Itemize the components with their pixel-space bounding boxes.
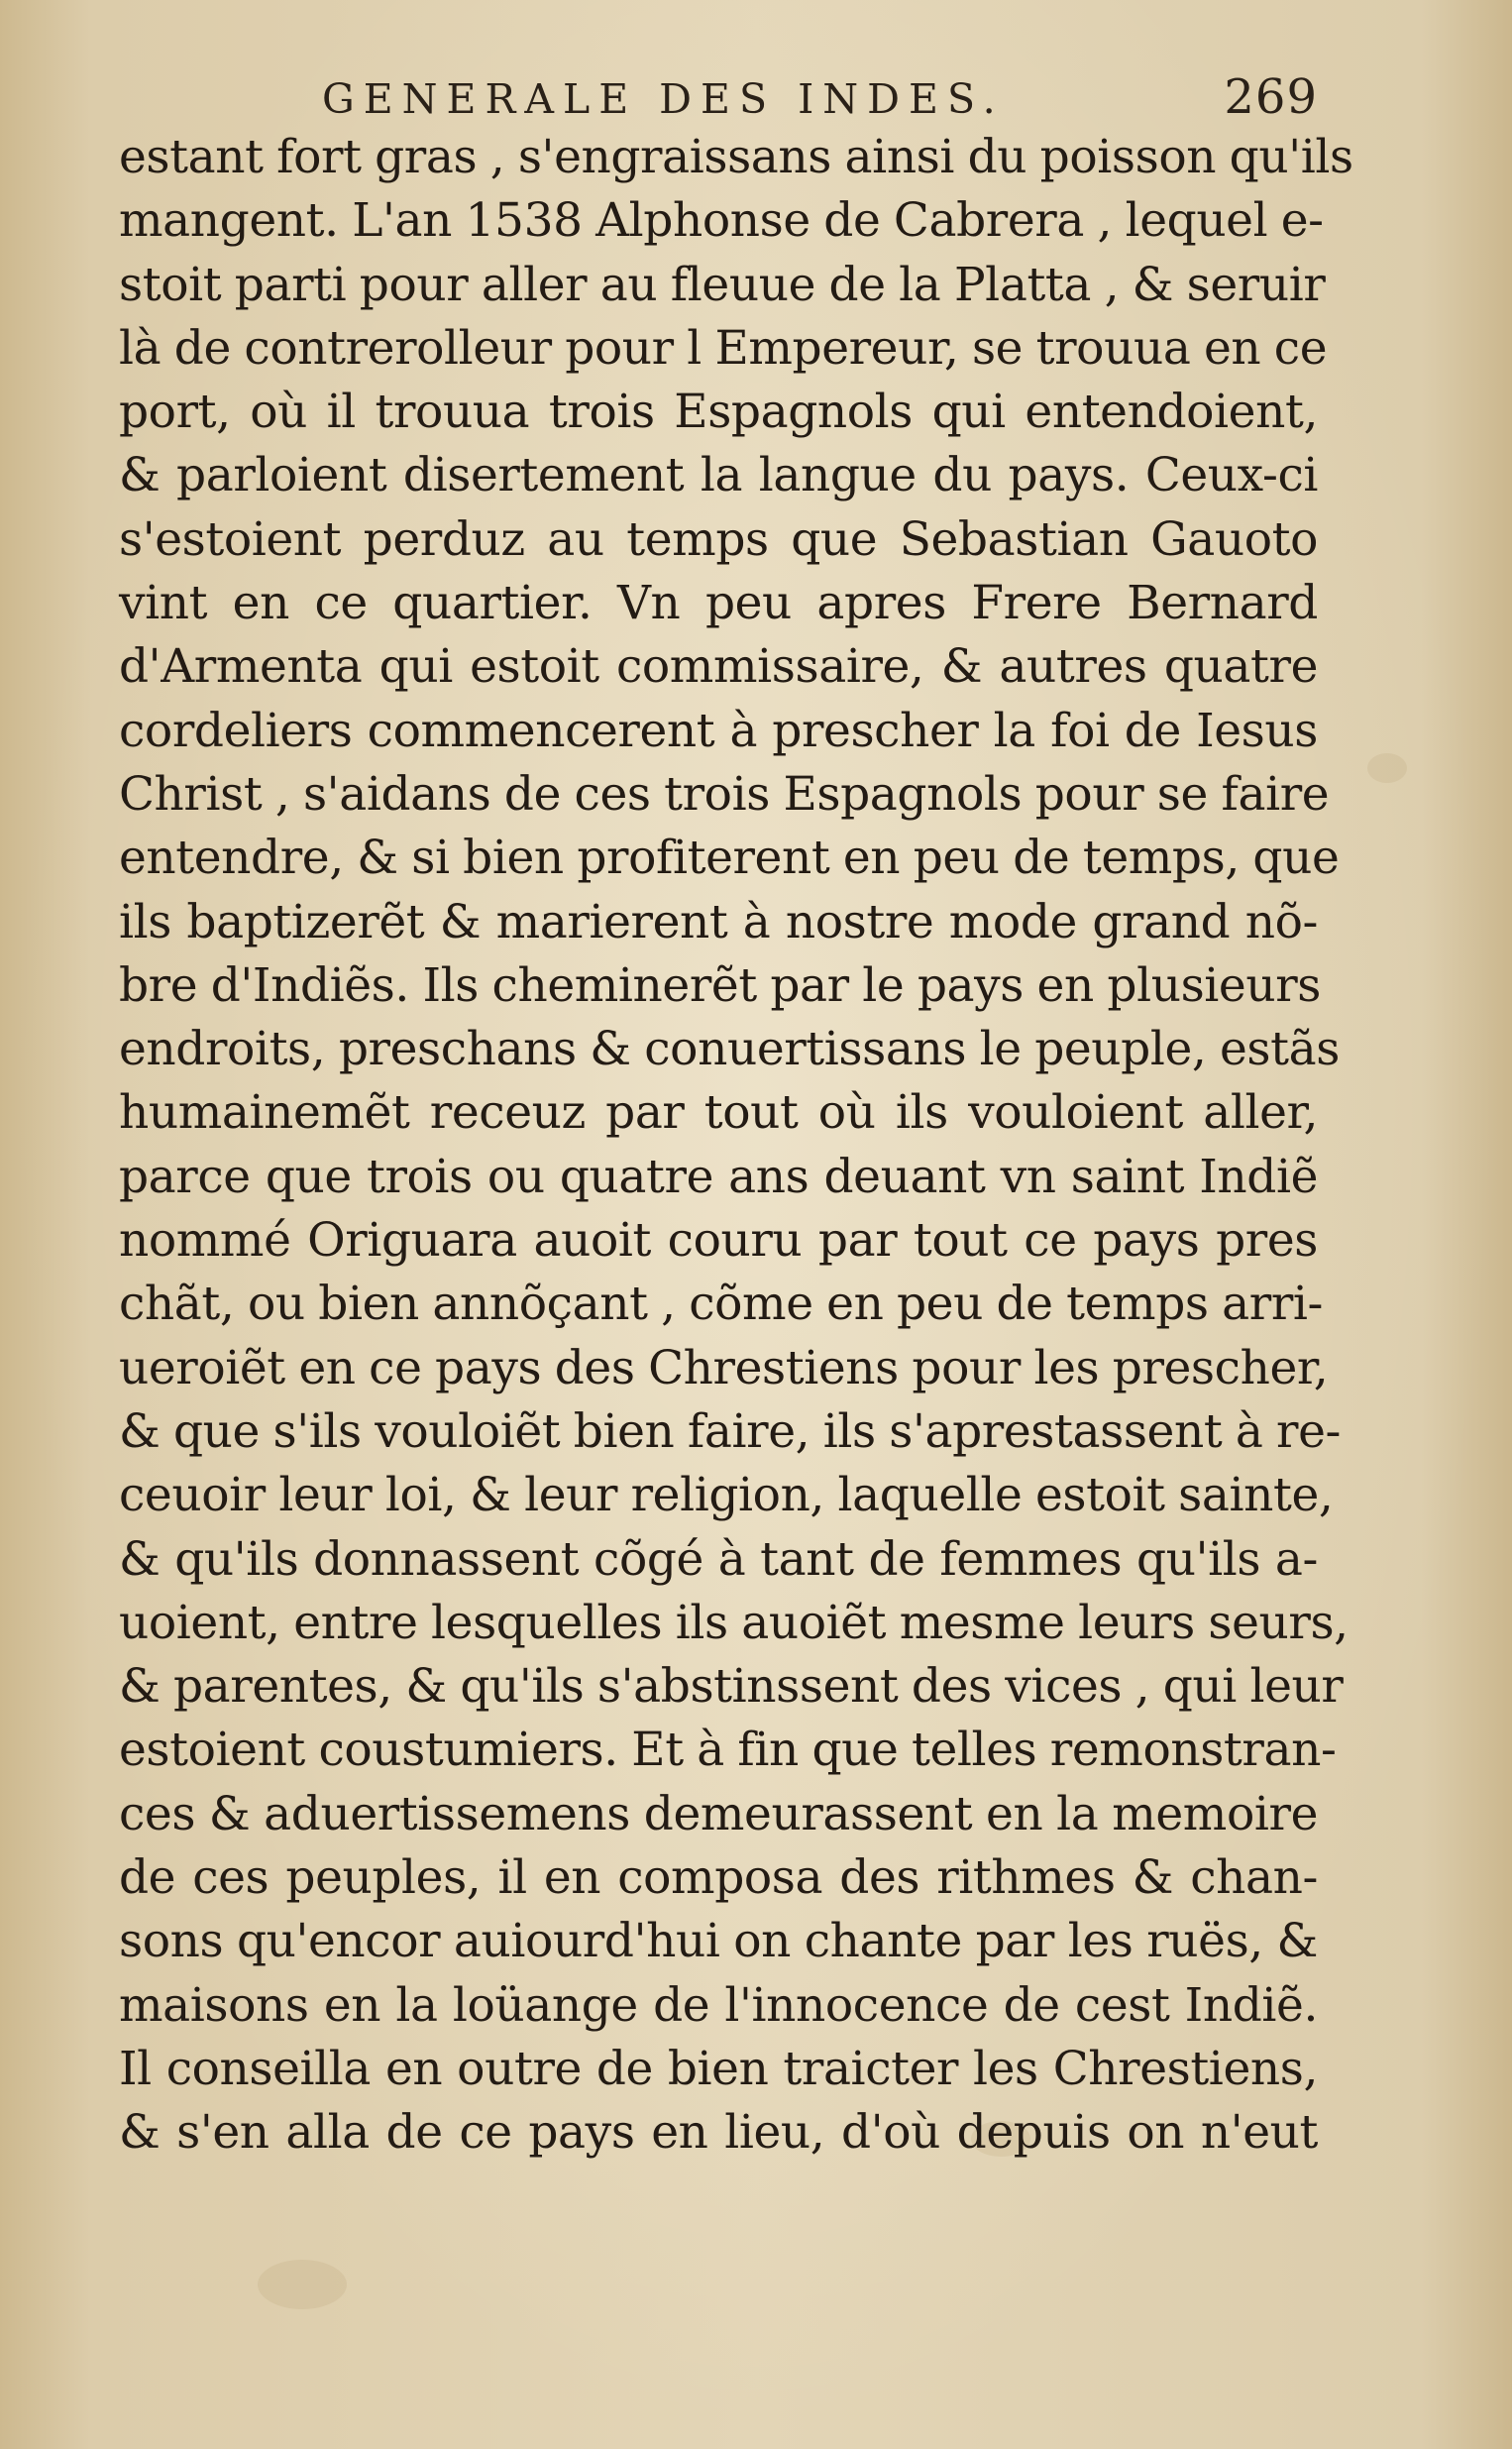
paper-stain [258, 2260, 347, 2309]
text-line: bre d'Indiẽs. Ils cheminerẽt par le pays en plusieurs [119, 957, 1321, 1013]
text-line: Il conseilla en outre de bien traicter les Chrestiens, [119, 2041, 1318, 2096]
text-line: d'Armenta qui estoit commissaire, & autres quatre [119, 639, 1318, 695]
text-line: cordeliers commencerent à prescher la foi de Iesus [119, 703, 1318, 758]
text-line: de ces peuples, il en composa des rithmes & chan- [119, 1850, 1318, 1906]
text-line: vint en ce quartier. Vn peu apres Frere Bernard [119, 576, 1318, 631]
text-line: & s'en alla de ce pays en lieu, d'où depuis on n'eut [119, 2105, 1318, 2161]
text-line: ceuoir leur loi, & leur religion, laquelle estoit sainte, [119, 1468, 1334, 1523]
text-line: Christ , s'aidans de ces trois Espagnols pour se faire [119, 766, 1330, 822]
text-line: s'estoient perduz au temps que Sebastian Gauoto [119, 511, 1318, 567]
text-line: estant fort gras , s'engraissans ainsi du poisson qu'ils [119, 130, 1353, 184]
text-line: & parentes, & qu'ils s'abstinssent des vices , qui leur [119, 1659, 1344, 1715]
body-text [119, 126, 1353, 2166]
text-line: humainemẽt receuz par tout où ils vouloient aller, [119, 1085, 1318, 1141]
text-line: là de contrerolleur pour l Empereur, se trouua en ce [119, 320, 1328, 376]
text-line: parce que trois ou quatre ans deuant vn saint Indiẽ [119, 1149, 1318, 1204]
page-number: 269 [1224, 69, 1318, 125]
running-title: GENERALE DES INDES. [322, 75, 1005, 123]
text-line: ces & aduertissemens demeurassent en la memoire [119, 1786, 1318, 1841]
text-line: stoit parti pour aller au fleuue de la Platta , & seruir [119, 257, 1326, 312]
text-line: & qu'ils donnassent cõgé à tant de femmes qu'ils a- [119, 1531, 1318, 1587]
text-line: uoient, entre lesquelles ils auoiẽt mesme leurs seurs, [119, 1595, 1349, 1650]
text-line: & que s'ils vouloiẽt bien faire, ils s'aprestassent à re- [119, 1403, 1341, 1459]
text-line: endroits, preschans & conuertissans le peuple, estãs [119, 1022, 1340, 1077]
text-line: ueroiẽt en ce pays des Chrestiens pour les prescher, [119, 1340, 1329, 1395]
text-line: estoient coustumiers. Et à fin que telles remonstran- [119, 1723, 1337, 1778]
text-line: mangent. L'an 1538 Alphonse de Cabrera , lequel e- [119, 193, 1324, 249]
text-line: nommé Origuara auoit couru par tout ce pays pres [119, 1213, 1318, 1269]
text-line: ils baptizerẽt & marierent à nostre mode grand nõ- [119, 894, 1318, 949]
text-line: port, où il trouua trois Espagnols qui entendoient, [119, 385, 1318, 440]
text-line: & parloient disertement la langue du pays. Ceux-ci [119, 448, 1318, 503]
text-line: sons qu'encor auiourd'hui on chante par les ruës, & [119, 1914, 1318, 1969]
text-line: entendre, & si bien profiterent en peu de temps, que [119, 831, 1340, 886]
paper-stain [1367, 753, 1407, 783]
text-line: maisons en la loüange de l'innocence de cest Indiẽ. [119, 1977, 1318, 2033]
text-line: chãt, ou bien annõçant , cõme en peu de temps arri- [119, 1277, 1324, 1332]
